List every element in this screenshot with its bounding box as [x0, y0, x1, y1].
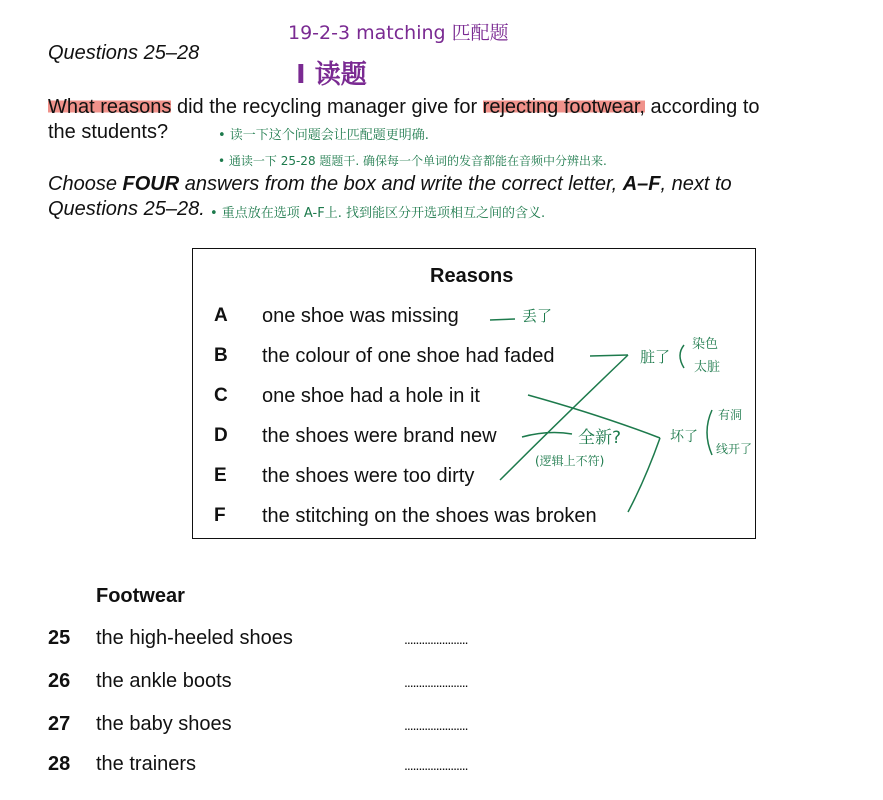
annotation-brand-new: 全新? — [578, 428, 622, 448]
line-d-new — [522, 433, 572, 437]
annotation-illogical: (逻辑上不符) — [535, 454, 605, 468]
reason-text: the stitching on the shoes was broken — [262, 505, 597, 527]
question-number: 25 — [48, 627, 71, 649]
annotation-dyed: 染色 — [692, 337, 719, 352]
annotation-step: I 读题 — [296, 60, 367, 90]
reasons-heading: Reasons — [430, 265, 514, 287]
reason-letter: F — [214, 505, 226, 526]
question-line-2: the students? — [48, 121, 169, 143]
reason-letter: C — [214, 385, 228, 406]
line-e-dirty — [500, 355, 628, 480]
answer-blank[interactable]: ...................... — [404, 674, 468, 690]
annotation-unstitched: 线开了 — [716, 442, 753, 456]
annotation-title: 19-2-3 matching 匹配题 — [288, 22, 509, 44]
question-text: did the recycling manager give for — [171, 96, 483, 118]
reason-text: the colour of one shoe had faded — [262, 345, 555, 367]
reason-text: one shoe was missing — [262, 305, 459, 327]
question-number: 27 — [48, 713, 71, 735]
highlight-rejecting-footwear: rejecting footwear, — [482, 96, 645, 118]
annotation-hole: 有洞 — [718, 408, 743, 422]
instr-text-3: , next to — [660, 173, 732, 195]
annotation-lost: 丢了 — [522, 307, 553, 325]
line-c-broken — [528, 395, 660, 438]
brace-broken — [707, 410, 712, 455]
reason-letter: D — [214, 425, 228, 446]
brace-dirty — [680, 345, 684, 368]
annotation-broken: 坏了 — [670, 429, 698, 445]
reason-letter: B — [214, 345, 228, 366]
answer-blank[interactable]: ...................... — [404, 631, 468, 647]
question-text-end: according to — [645, 96, 760, 118]
reason-letter: A — [214, 305, 228, 326]
annotation-dirty: 脏了 — [640, 348, 671, 366]
line-a-lost — [490, 319, 515, 320]
footwear-item: the ankle boots — [96, 670, 232, 692]
annotation-too-dirty: 太脏 — [694, 360, 721, 375]
highlight-what-reasons: What reasons — [48, 96, 172, 118]
footwear-item: the high-heeled shoes — [96, 627, 293, 649]
reason-letter: E — [214, 465, 227, 486]
reason-text: the shoes were brand new — [262, 425, 497, 447]
footwear-heading: Footwear — [96, 585, 185, 607]
instr-text: Choose — [48, 173, 123, 195]
instr-letters: A–F — [622, 173, 661, 195]
instr-four: FOUR — [122, 173, 180, 195]
reason-text: one shoe had a hole in it — [262, 385, 480, 407]
annotation-note-2: • 通读一下 25-28 题题干. 确保每一个单词的发音都能在音频中分辨出来. — [218, 154, 607, 168]
footwear-item: the baby shoes — [96, 713, 232, 735]
question-number: 28 — [48, 753, 71, 775]
question-number: 26 — [48, 670, 71, 692]
answer-blank[interactable]: ...................... — [404, 717, 468, 733]
instr-text-2: answers from the box and write the correct letter, — [179, 173, 623, 195]
answer-blank[interactable]: ...................... — [404, 757, 468, 773]
reason-text: the shoes were too dirty — [262, 465, 475, 487]
annotation-note-3: • 重点放在选项 A-F上. 找到能区分开选项相互之间的含义. — [210, 206, 546, 221]
line-f-broken — [628, 438, 660, 512]
line-b-dirty — [590, 355, 628, 356]
footwear-item: the trainers — [96, 753, 197, 775]
instruction-line-2: Questions 25–28. — [48, 198, 205, 220]
annotation-note-1: • 读一下这个问题会让匹配题更明确. — [218, 128, 429, 143]
questions-title: Questions 25–28 — [48, 42, 200, 64]
